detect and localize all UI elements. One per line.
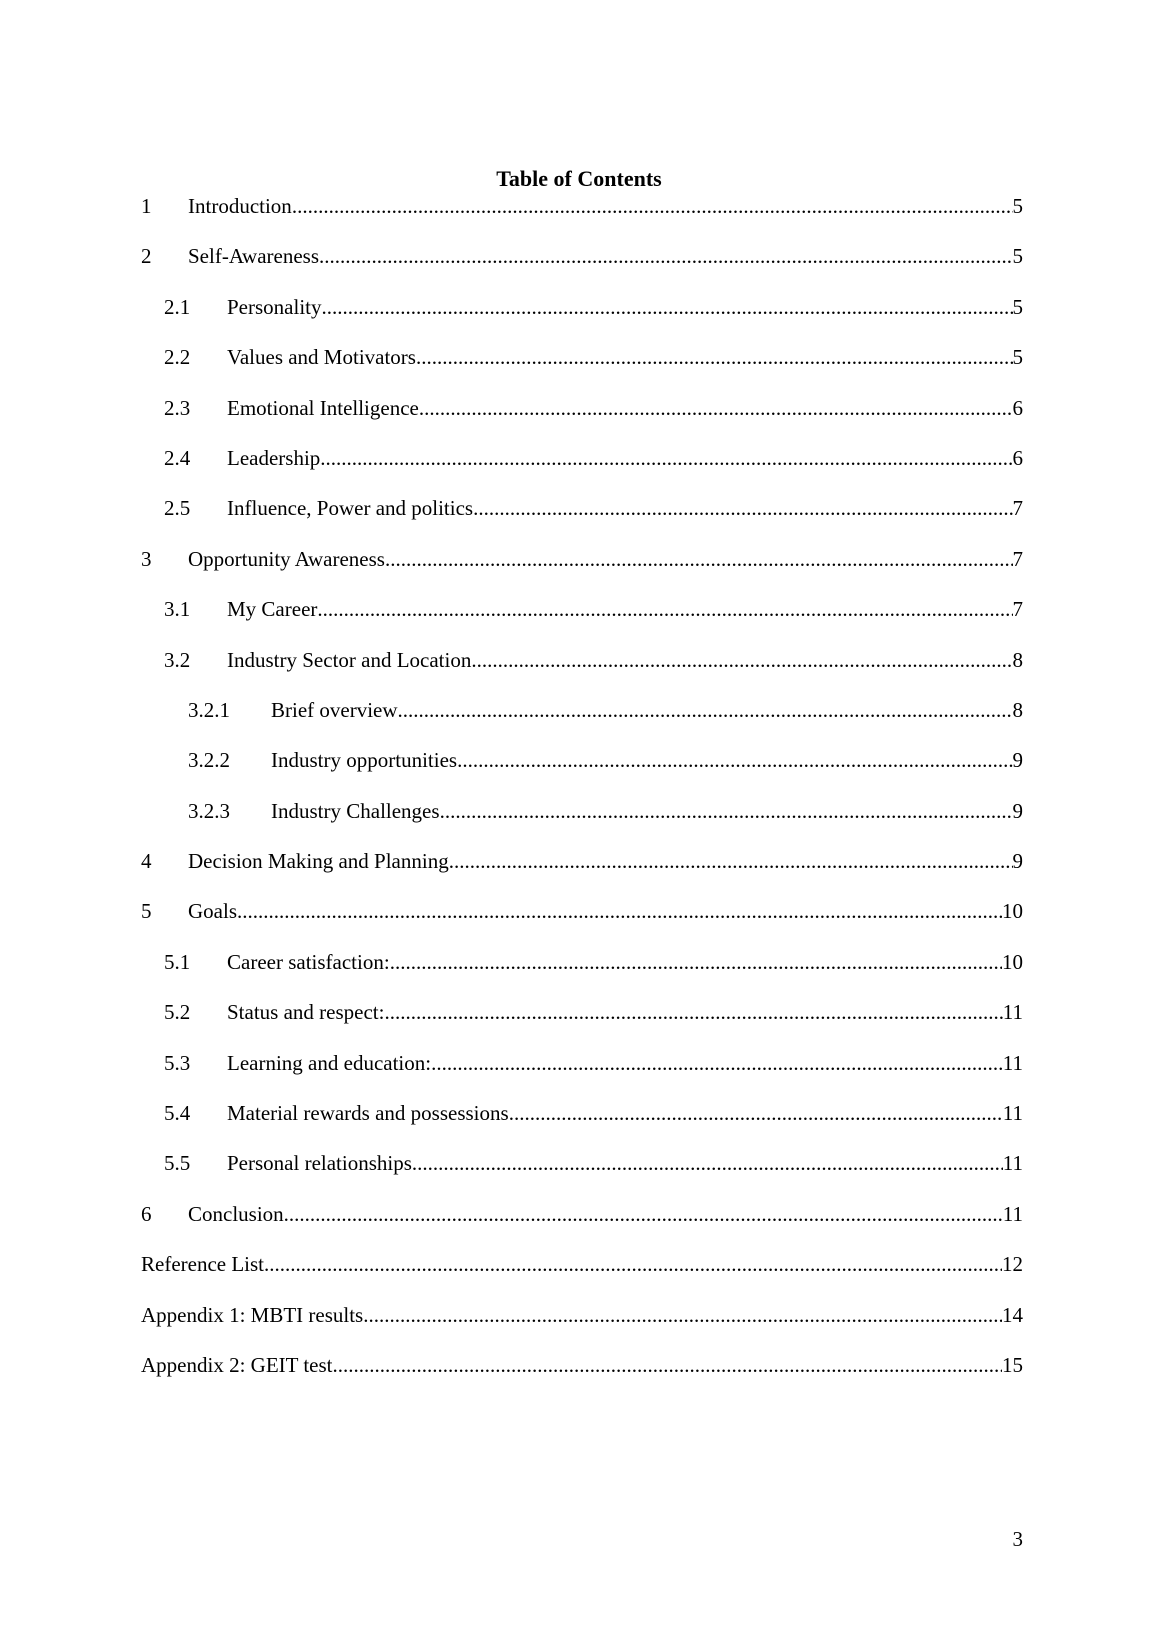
- toc-entry[interactable]: [141, 1249, 1023, 1299]
- toc-entry-number: 3.2.1: [188, 697, 230, 722]
- toc-dot-leader: [322, 292, 1013, 322]
- toc-entry-title[interactable]: Appendix 2: GEIT test: [141, 1352, 333, 1377]
- toc-list: [141, 191, 1023, 1400]
- toc-entry-title[interactable]: My Career: [227, 597, 318, 622]
- toc-entry-number: 3.1: [164, 597, 191, 622]
- toc-entry-page[interactable]: 5: [1012, 244, 1023, 269]
- toc-entry-title[interactable]: Opportunity Awareness: [188, 546, 385, 571]
- toc-dot-leader: [237, 896, 1002, 926]
- toc-dot-leader: [398, 695, 1013, 725]
- toc-entry[interactable]: [141, 191, 1023, 241]
- toc-entry-number: 2.5: [164, 496, 191, 521]
- toc-entry-page[interactable]: 9: [1012, 798, 1023, 823]
- toc-entry-title[interactable]: Goals: [188, 899, 237, 924]
- toc-entry-title[interactable]: Personality: [227, 294, 322, 319]
- toc-entry-number: 1: [141, 194, 152, 218]
- toc-entry[interactable]: [141, 745, 1023, 795]
- toc-entry-title[interactable]: Industry Challenges: [271, 798, 440, 823]
- toc-entry-title[interactable]: Leadership: [227, 445, 321, 470]
- toc-entry-number: 3.2.3: [188, 798, 230, 823]
- toc-dot-leader: [319, 241, 1012, 271]
- toc-entry-title[interactable]: Influence, Power and politics: [227, 496, 474, 521]
- toc-entry-page[interactable]: 9: [1012, 748, 1023, 773]
- toc-entry[interactable]: [141, 342, 1023, 392]
- toc-dot-leader: [412, 1148, 1003, 1178]
- toc-entry-title[interactable]: Values and Motivators: [227, 345, 416, 370]
- toc-entry-number: 2: [141, 244, 152, 269]
- toc-dot-leader: [416, 342, 1013, 372]
- toc-entry-number: 5.3: [164, 1050, 191, 1075]
- toc-entry-page[interactable]: 7: [1012, 546, 1023, 571]
- toc-dot-leader: [471, 645, 1012, 675]
- toc-dot-leader: [473, 493, 1012, 523]
- toc-entry-title[interactable]: Career satisfaction:: [227, 949, 390, 974]
- toc-entry-page[interactable]: 10: [1002, 949, 1023, 974]
- toc-entry-page[interactable]: 7: [1012, 496, 1023, 521]
- toc-entry-page[interactable]: 5: [1012, 345, 1023, 370]
- toc-entry-number: 2.1: [164, 294, 191, 319]
- toc-entry[interactable]: [141, 1300, 1023, 1350]
- toc-entry-number: 5.1: [164, 949, 191, 974]
- toc-dot-leader: [292, 191, 1013, 221]
- toc-entry[interactable]: [141, 846, 1023, 896]
- toc-entry[interactable]: [141, 947, 1023, 997]
- toc-entry-number: 6: [141, 1201, 152, 1226]
- toc-entry-page[interactable]: 15: [1002, 1352, 1023, 1377]
- toc-entry[interactable]: [141, 695, 1023, 745]
- toc-entry-title[interactable]: Brief overview: [271, 697, 398, 722]
- toc-dot-leader: [317, 594, 1012, 624]
- toc-dot-leader: [440, 796, 1013, 826]
- toc-entry-number: 3.2.2: [188, 748, 230, 773]
- toc-dot-leader: [284, 1199, 1003, 1229]
- toc-entry-number: 3: [141, 546, 152, 571]
- toc-entry-page[interactable]: 6: [1012, 395, 1023, 420]
- toc-dot-leader: [333, 1350, 1002, 1380]
- toc-entry[interactable]: [141, 292, 1023, 342]
- toc-entry-number: 2.3: [164, 395, 191, 420]
- toc-entry-title[interactable]: Emotional Intelligence: [227, 395, 419, 420]
- toc-entry-page[interactable]: 7: [1012, 597, 1023, 622]
- page-number: 3: [1012, 1527, 1023, 1551]
- toc-entry-title[interactable]: Learning and education:: [227, 1050, 432, 1075]
- toc-entry[interactable]: [141, 241, 1023, 291]
- toc-dot-leader: [431, 1048, 1003, 1078]
- toc-entry-number: 5.5: [164, 1151, 191, 1176]
- toc-dot-leader: [457, 745, 1012, 775]
- toc-entry-page[interactable]: 6: [1012, 445, 1023, 470]
- toc-dot-leader: [264, 1249, 1002, 1279]
- toc-entry-title[interactable]: Reference List: [141, 1252, 265, 1277]
- toc-entry-number: 5.2: [164, 1000, 191, 1025]
- toc-entry-title[interactable]: Personal relationships: [227, 1151, 412, 1176]
- toc-entry[interactable]: [141, 1350, 1023, 1400]
- toc-entry-title[interactable]: Industry Sector and Location: [227, 647, 472, 672]
- toc-entry[interactable]: [141, 1048, 1023, 1098]
- toc-entry[interactable]: [141, 544, 1023, 594]
- toc-entry-number: 3.2: [164, 647, 191, 672]
- toc-entry[interactable]: [141, 493, 1023, 543]
- toc-entry-number: 5.4: [164, 1101, 191, 1126]
- toc-dot-leader: [363, 1300, 1002, 1330]
- toc-entry-number: 2.2: [164, 345, 191, 370]
- toc-entry-title[interactable]: Industry opportunities: [271, 748, 458, 773]
- toc-entry[interactable]: [141, 1199, 1023, 1249]
- toc-entry-page[interactable]: 14: [1002, 1302, 1023, 1327]
- toc-entry[interactable]: [141, 594, 1023, 644]
- toc-dot-leader: [509, 1098, 1003, 1128]
- toc-entry-page[interactable]: 8: [1012, 697, 1023, 722]
- toc-entry-page[interactable]: 5: [1012, 194, 1023, 218]
- toc-entry-page[interactable]: 11: [1002, 1101, 1023, 1126]
- toc-dot-leader: [320, 443, 1012, 473]
- toc-entry-title[interactable]: Self-Awareness: [188, 244, 320, 269]
- toc-dot-leader: [419, 393, 1013, 423]
- toc-entry[interactable]: [141, 1148, 1023, 1198]
- toc-entry-page[interactable]: 10: [1002, 899, 1023, 924]
- toc-entry[interactable]: [141, 997, 1023, 1047]
- toc-dot-leader: [385, 544, 1013, 574]
- toc-entry-number: 5: [141, 899, 152, 924]
- toc-dot-leader: [449, 846, 1013, 876]
- toc-entry-page[interactable]: 11: [1002, 1201, 1023, 1226]
- toc-entry-title[interactable]: Conclusion: [188, 1201, 284, 1226]
- toc-entry-page[interactable]: 12: [1002, 1252, 1023, 1277]
- toc-title: Table of Contents: [496, 166, 662, 191]
- toc-entry-title[interactable]: Appendix 1: MBTI results: [141, 1302, 364, 1327]
- toc-entry-page[interactable]: 11: [1002, 1151, 1023, 1176]
- toc-entry[interactable]: [141, 393, 1023, 443]
- toc-entry-title[interactable]: Introduction: [188, 194, 292, 218]
- toc-entry-number: 4: [141, 849, 152, 874]
- toc-entry-page[interactable]: 8: [1012, 647, 1023, 672]
- toc-entry-page[interactable]: 11: [1002, 1050, 1023, 1075]
- toc-entry-page[interactable]: 11: [1002, 1000, 1023, 1025]
- toc-entry[interactable]: [141, 443, 1023, 493]
- toc-entry[interactable]: [141, 796, 1023, 846]
- toc-entry-page[interactable]: 5: [1012, 294, 1023, 319]
- toc-entry-page[interactable]: 9: [1012, 849, 1023, 874]
- toc-dot-leader: [390, 947, 1002, 977]
- toc-entry[interactable]: [141, 896, 1023, 946]
- toc-entry-title[interactable]: Decision Making and Planning: [188, 849, 449, 874]
- toc-dot-leader: [384, 997, 1002, 1027]
- toc-entry-title[interactable]: Material rewards and possessions: [227, 1101, 509, 1126]
- toc-entry[interactable]: [141, 645, 1023, 695]
- toc-entry-title[interactable]: Status and respect:: [227, 1000, 385, 1025]
- toc-entry[interactable]: [141, 1098, 1023, 1148]
- toc-entry-number: 2.4: [164, 445, 191, 470]
